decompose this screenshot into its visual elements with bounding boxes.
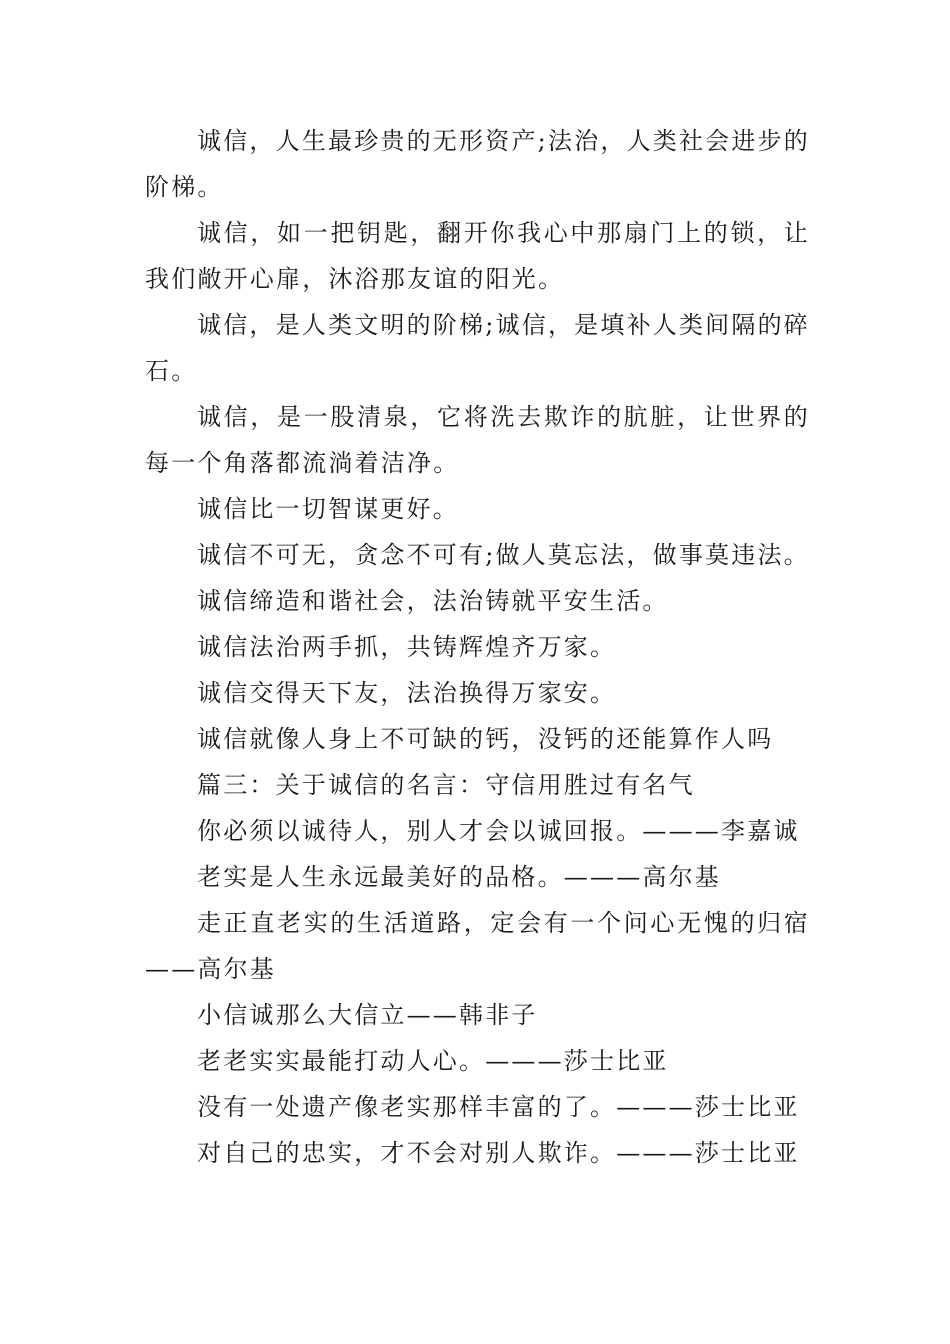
quote: 老实是人生永远最美好的品格。———高尔基 bbox=[197, 863, 721, 891]
paragraph: 诚信，是一股清泉，它将洗去欺诈的肮脏，让世界的每一个角落都流淌着洁净。 bbox=[145, 403, 810, 477]
quote: 小信诚那么大信立——韩非子 bbox=[197, 1001, 538, 1029]
paragraph: 诚信就像人身上不可缺的钙，没钙的还能算作人吗 bbox=[197, 725, 774, 753]
paragraph: 诚信，是人类文明的阶梯;诚信，是填补人类间隔的碎石。 bbox=[145, 311, 810, 385]
quote: 对自己的忠实，才不会对别人欺诈。———莎士比亚 bbox=[197, 1139, 800, 1167]
paragraph: 诚信不可无，贪念不可有;做人莫忘法，做事莫违法。 bbox=[197, 541, 810, 569]
quote: 你必须以诚待人，别人才会以诚回报。———李嘉诚 bbox=[197, 817, 800, 845]
section-heading: 篇三：关于诚信的名言：守信用胜过有名气 bbox=[197, 771, 695, 799]
document-body bbox=[145, 118, 810, 1176]
paragraph: 诚信交得天下友，法治换得万家安。 bbox=[197, 679, 617, 707]
paragraph: 诚信，如一把钥匙，翻开你我心中那扇门上的锁，让我们敞开心扉，沐浴那友谊的阳光。 bbox=[145, 219, 810, 293]
paragraph: 诚信法治两手抓，共铸辉煌齐万家。 bbox=[197, 633, 617, 661]
paragraph: 诚信，人生最珍贵的无形资产;法治，人类社会进步的阶梯。 bbox=[145, 127, 810, 201]
quote: 没有一处遗产像老实那样丰富的了。———莎士比亚 bbox=[197, 1093, 800, 1121]
paragraph: 诚信比一切智谋更好。 bbox=[197, 495, 459, 523]
quote: 走正直老实的生活道路，定会有一个问心无愧的归宿——高尔基 bbox=[145, 909, 810, 983]
quote: 老老实实最能打动人心。———莎士比亚 bbox=[197, 1047, 669, 1075]
paragraph: 诚信缔造和谐社会，法治铸就平安生活。 bbox=[197, 587, 669, 615]
